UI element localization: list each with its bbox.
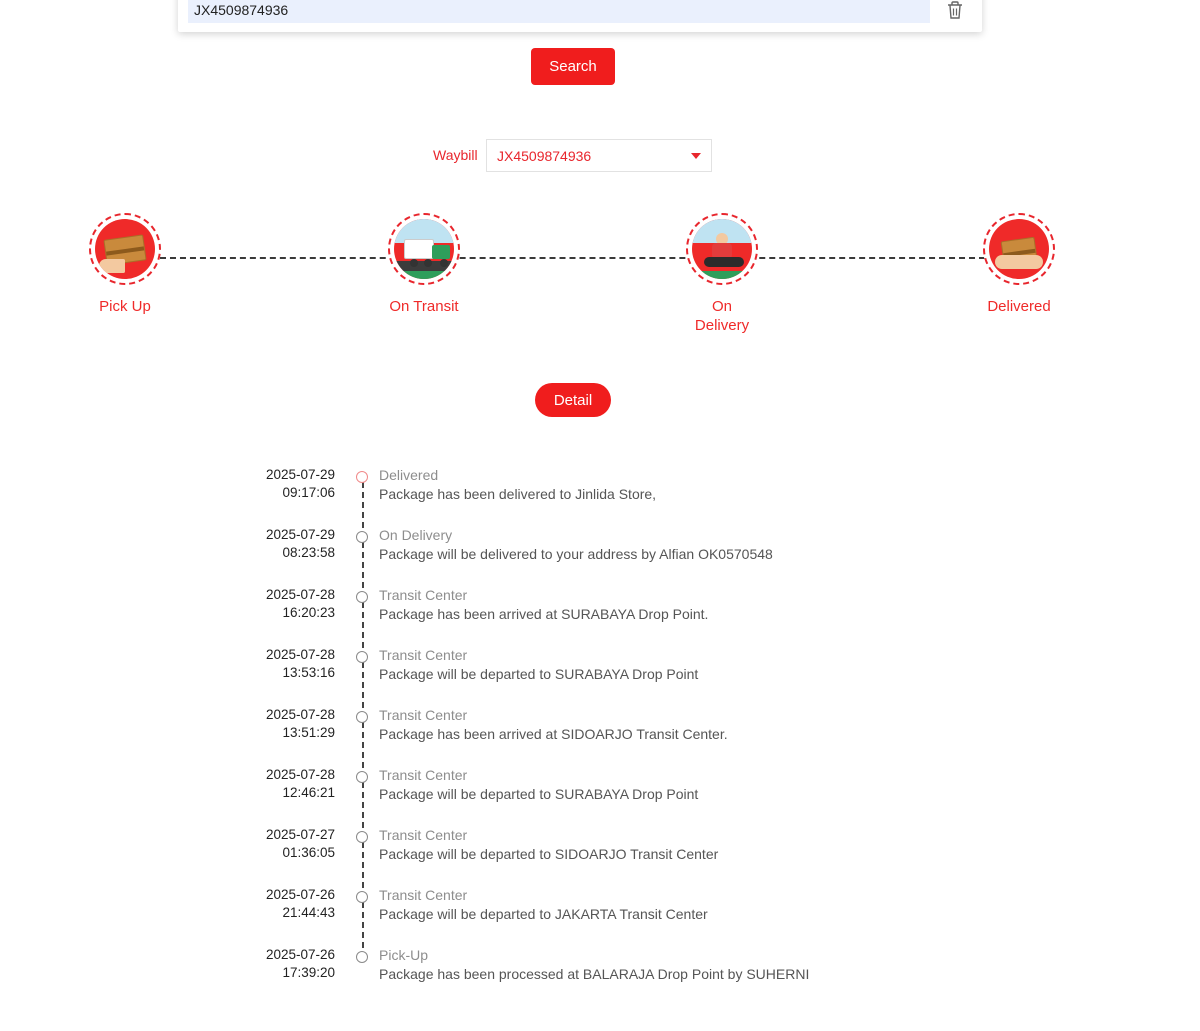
- timeline-description: Package has been processed at BALARAJA Drop Point by SUHERNI: [379, 966, 810, 982]
- progress-track: [160, 257, 985, 259]
- timeline-status: Transit Center: [379, 707, 468, 723]
- step-label: On Transit: [389, 298, 459, 315]
- timeline-date: 2025-07-26: [265, 947, 335, 962]
- timeline-date: 2025-07-28: [265, 767, 335, 782]
- timeline-description: Package has been arrived at SIDOARJO Transit Center.: [379, 726, 728, 742]
- timeline-item: [0, 700, 1200, 760]
- step-label-line2: Delivery: [694, 317, 750, 334]
- package-handoff-icon: [983, 213, 1055, 285]
- timeline-item: [0, 580, 1200, 640]
- timeline-item: [0, 460, 1200, 520]
- timeline-time: 16:20:23: [282, 605, 335, 620]
- timeline-item: [0, 820, 1200, 880]
- timeline-date: 2025-07-29: [265, 467, 335, 482]
- timeline-dot-icon: [356, 531, 368, 543]
- courier-scooter-icon: [686, 213, 758, 285]
- search-bar: [178, 0, 982, 32]
- timeline-time: 09:17:06: [282, 485, 335, 500]
- trash-icon[interactable]: [938, 0, 972, 25]
- step-label: Pick Up: [99, 298, 151, 315]
- timeline-status: Transit Center: [379, 887, 468, 903]
- timeline-dot-icon: [356, 591, 368, 603]
- timeline-description: Package has been delivered to Jinlida Store,: [379, 486, 657, 502]
- timeline-description: Package will be departed to SURABAYA Drop Point: [379, 786, 699, 802]
- timeline-time: 21:44:43: [282, 905, 335, 920]
- chevron-down-icon: [691, 153, 701, 159]
- timeline-description: Package has been arrived at SURABAYA Drop Point.: [379, 606, 709, 622]
- timeline-timestamp: [180, 706, 335, 742]
- timeline-timestamp: [180, 586, 335, 622]
- timeline-item: [0, 760, 1200, 820]
- package-hand-icon: [89, 213, 161, 285]
- waybill-label: Waybill: [433, 147, 478, 163]
- timeline-dot-icon: [356, 711, 368, 723]
- timeline-timestamp: [180, 766, 335, 802]
- timeline-dot-icon: [356, 651, 368, 663]
- timeline-time: 13:53:16: [282, 665, 335, 680]
- timeline-time: 12:46:21: [282, 785, 335, 800]
- timeline-timestamp: [180, 946, 335, 982]
- step-on-delivery[interactable]: [642, 213, 802, 335]
- timeline-item: [0, 880, 1200, 940]
- timeline-status: Transit Center: [379, 587, 468, 603]
- timeline-timestamp: [180, 886, 335, 922]
- timeline-description: Package will be departed to JAKARTA Transit Center: [379, 906, 708, 922]
- timeline-dot-icon: [356, 471, 368, 483]
- timeline-timestamp: [180, 526, 335, 562]
- step-label-line1: On: [711, 298, 732, 315]
- step-pick-up[interactable]: [45, 213, 205, 316]
- timeline-item: [0, 940, 1200, 1000]
- timeline-dot-icon: [356, 771, 368, 783]
- timeline-timestamp: [180, 646, 335, 682]
- waybill-select[interactable]: [486, 139, 712, 172]
- timeline-time: 13:51:29: [282, 725, 335, 740]
- timeline-status: Transit Center: [379, 827, 468, 843]
- timeline-description: Package will be departed to SIDOARJO Transit Center: [379, 846, 719, 862]
- timeline-status: Transit Center: [379, 647, 468, 663]
- progress-steps: [0, 213, 1200, 353]
- timeline-date: 2025-07-29: [265, 527, 335, 542]
- timeline-date: 2025-07-28: [265, 587, 335, 602]
- tracking-timeline: [0, 460, 1200, 1000]
- timeline-dot-icon: [356, 831, 368, 843]
- waybill-selected-value: JX4509874936: [497, 147, 592, 164]
- timeline-date: 2025-07-27: [265, 827, 335, 842]
- timeline-dot-icon: [356, 891, 368, 903]
- timeline-status: On Delivery: [379, 527, 453, 543]
- timeline-status: Pick-Up: [379, 947, 429, 963]
- truck-icon: [388, 213, 460, 285]
- timeline-date: 2025-07-28: [265, 707, 335, 722]
- timeline-time: 01:36:05: [282, 845, 335, 860]
- timeline-item: [0, 640, 1200, 700]
- search-button[interactable]: Search: [531, 48, 615, 85]
- timeline-time: 08:23:58: [282, 545, 335, 560]
- timeline-status: Transit Center: [379, 767, 468, 783]
- timeline-time: 17:39:20: [282, 965, 335, 980]
- timeline-timestamp: [180, 466, 335, 502]
- timeline-date: 2025-07-28: [265, 647, 335, 662]
- search-input[interactable]: [188, 0, 930, 23]
- timeline-item: [0, 520, 1200, 580]
- detail-button[interactable]: Detail: [535, 383, 611, 417]
- timeline-status: Delivered: [379, 467, 439, 483]
- timeline-timestamp: [180, 826, 335, 862]
- timeline-dot-icon: [356, 951, 368, 963]
- step-on-transit[interactable]: [344, 213, 504, 316]
- timeline-description: Package will be departed to SURABAYA Drop Point: [379, 666, 699, 682]
- step-label: Delivered: [987, 298, 1051, 315]
- timeline-date: 2025-07-26: [265, 887, 335, 902]
- step-label: [682, 297, 762, 335]
- step-delivered[interactable]: [939, 213, 1099, 316]
- timeline-description: Package will be delivered to your address by Alfian OK0570548: [379, 546, 773, 562]
